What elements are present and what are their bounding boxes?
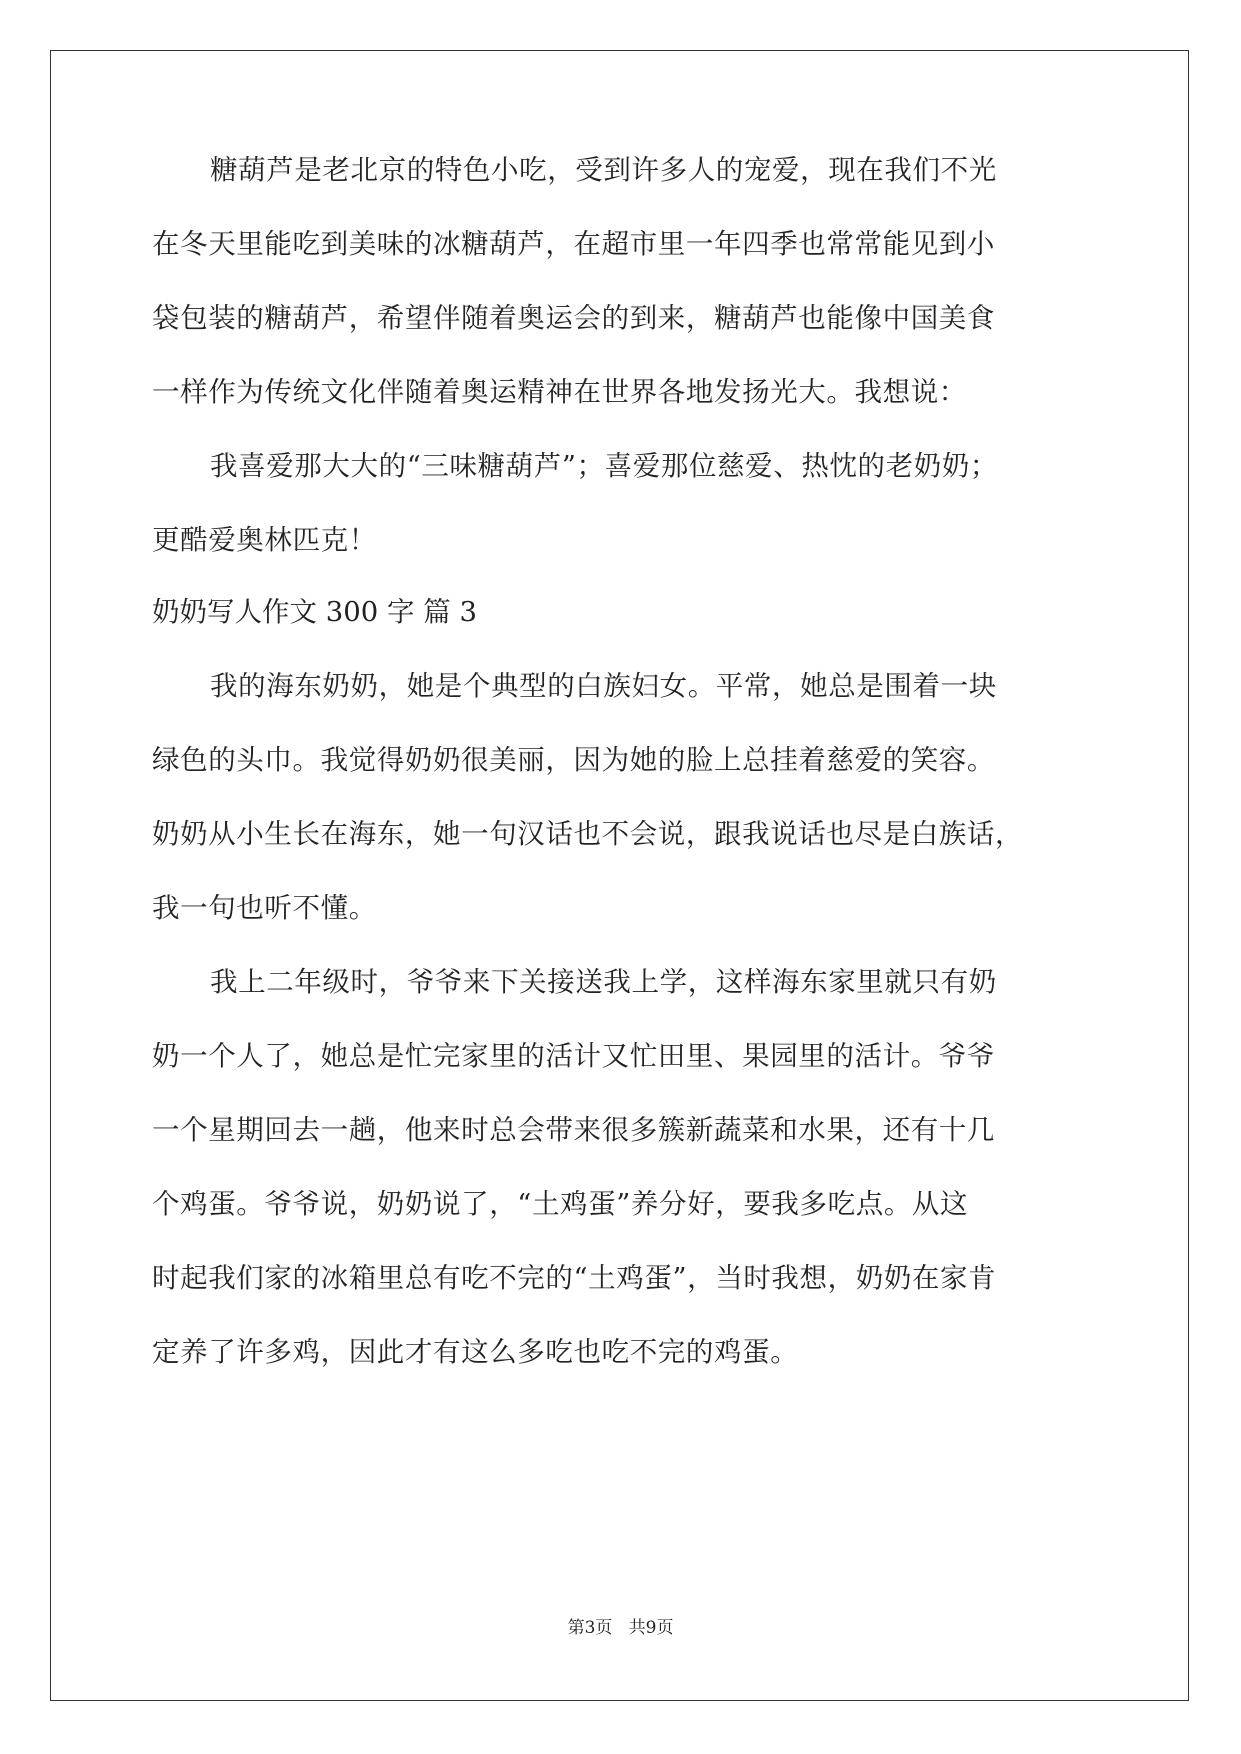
paragraph-line: 我上二年级时，爷爷来下关接送我上学，这样海东家里就只有奶 (210, 966, 997, 998)
page-number: 3 (584, 1618, 596, 1638)
page-footer (0, 1616, 1241, 1640)
paragraph-line: 糖葫芦是老北京的特色小吃，受到许多人的宠爱，现在我们不光 (210, 154, 997, 186)
paragraph-line: 在冬天里能吃到美味的冰糖葫芦，在超市里一年四季也常常能见到小 (152, 228, 995, 260)
paragraph-line: 袋包装的糖葫芦，希望伴随着奥运会的到来，糖葫芦也能像中国美食 (152, 302, 995, 334)
paragraph-line: 我的海东奶奶，她是个典型的白族妇女。平常，她总是围着一块 (210, 670, 997, 702)
paragraph-line: 一个星期回去一趟，他来时总会带来很多簇新蔬菜和水果，还有十几 (152, 1114, 995, 1146)
paragraph-line: 时起我们家的冰箱里总有吃不完的“土鸡蛋”，当时我想，奶奶在家肯 (152, 1262, 997, 1294)
page-unit: 页 (595, 1618, 613, 1638)
paragraph-line: 更酷爱奥林匹克！ (152, 524, 377, 556)
paragraph-line: 我喜爱那大大的“三味糖葫芦”；喜爱那位慈爱、热忱的老奶奶； (210, 450, 999, 482)
total-label: 共 (628, 1618, 646, 1638)
total-unit: 页 (656, 1618, 674, 1638)
paragraph-line: 个鸡蛋。爷爷说，奶奶说了，“土鸡蛋”养分好，要我多吃点。从这 (152, 1188, 969, 1220)
section-heading: 奶奶写人作文 300 字 篇 3 (152, 596, 477, 628)
paragraph-line: 定养了许多鸡，因此才有这么多吃也吃不完的鸡蛋。 (152, 1336, 799, 1368)
paragraph-line: 一样作为传统文化伴随着奥运精神在世界各地发扬光大。我想说： (152, 376, 967, 408)
paragraph-line: 奶奶从小生长在海东，她一句汉话也不会说，跟我说话也尽是白族话， (152, 818, 1024, 850)
paragraph-line: 绿色的头巾。我觉得奶奶很美丽，因为她的脸上总挂着慈爱的笑容。 (152, 744, 995, 776)
page-label: 第 (567, 1618, 585, 1638)
total-pages: 9 (645, 1618, 657, 1638)
paragraph-line: 我一句也听不懂。 (152, 892, 377, 924)
paragraph-line: 奶一个人了，她总是忙完家里的活计又忙田里、果园里的活计。爷爷 (152, 1040, 995, 1072)
